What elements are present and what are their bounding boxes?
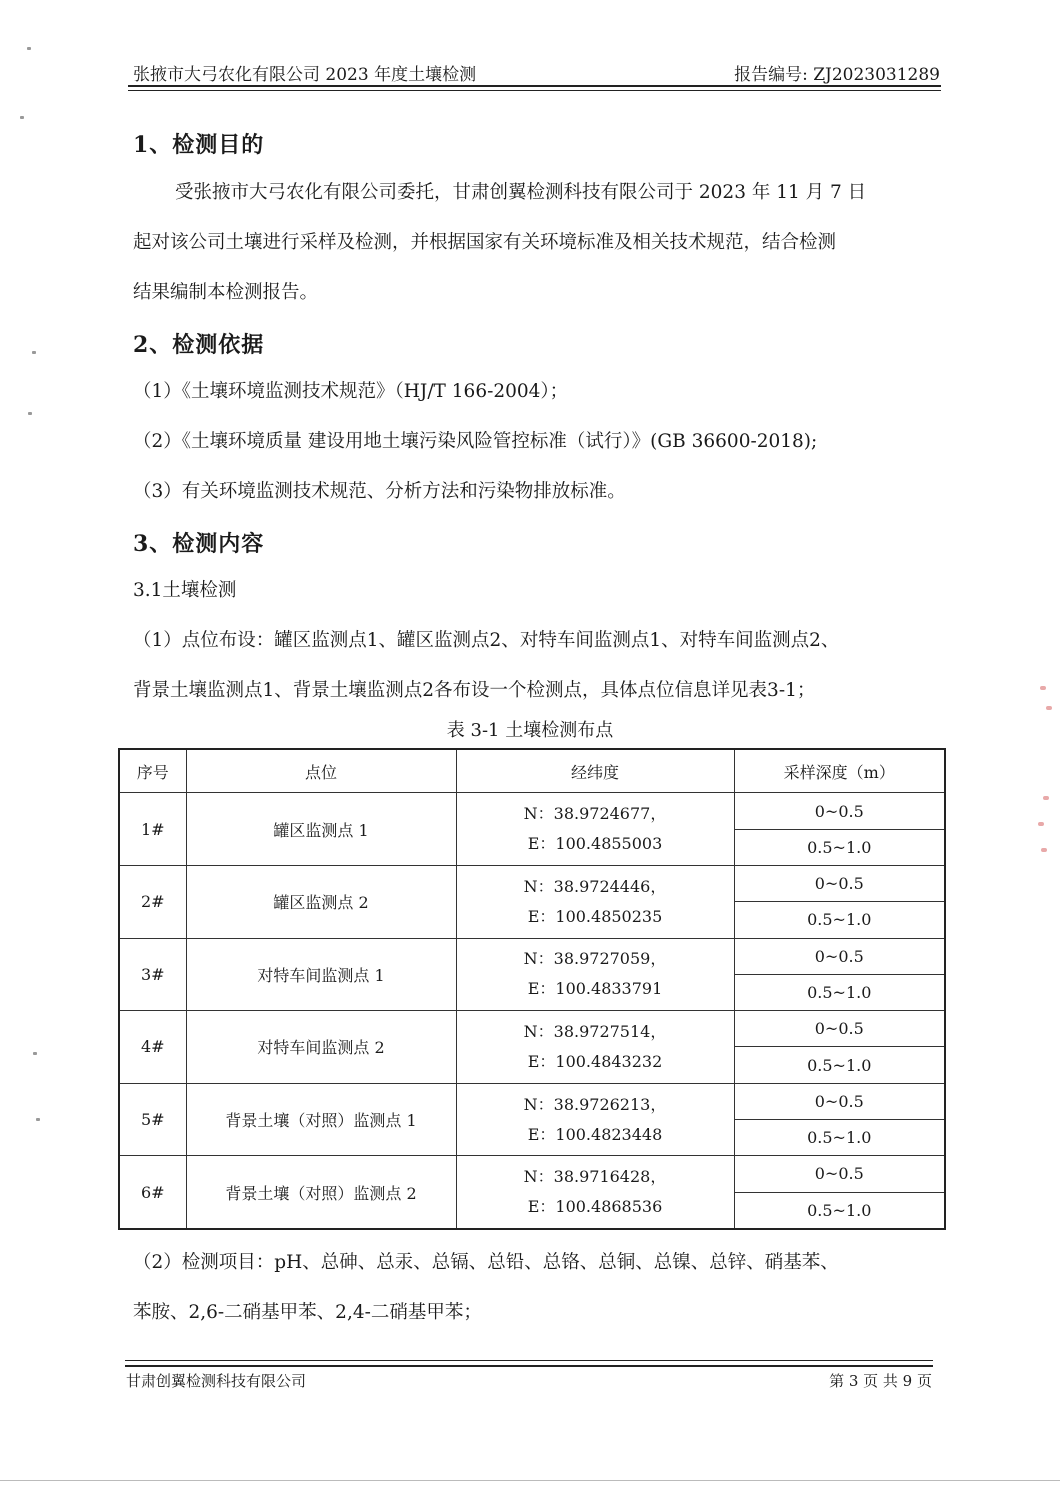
scan-speck bbox=[28, 412, 32, 415]
footer-company: 甘肃创翼检测科技有限公司 bbox=[126, 1372, 307, 1390]
point-layout-line-2: 背景土壤监测点1、背景土壤监测点2各布设一个检测点，具体点位信息详见表3-1； bbox=[133, 680, 816, 701]
table-header-row bbox=[119, 749, 945, 793]
cell-depth-1: 0~0.5 bbox=[734, 793, 945, 829]
cell-no: 3# bbox=[119, 938, 186, 1011]
cell-depth-2: 0.5~1.0 bbox=[734, 1047, 945, 1083]
cell-coords bbox=[456, 1011, 734, 1084]
cell-coords bbox=[456, 865, 734, 938]
seal-fragment bbox=[1038, 822, 1044, 826]
col-header-depth: 采样深度（m） bbox=[734, 749, 945, 793]
section-1-title: 1、检测目的 bbox=[133, 132, 265, 158]
cell-no: 5# bbox=[119, 1083, 186, 1156]
cell-depth-2: 0.5~1.0 bbox=[734, 1120, 945, 1156]
sampling-points-table bbox=[118, 748, 946, 1230]
scan-speck bbox=[33, 1052, 37, 1055]
page-header bbox=[133, 56, 940, 86]
section-1-line-3: 结果编制本检测报告。 bbox=[133, 282, 319, 303]
cell-no: 2# bbox=[119, 865, 186, 938]
cell-no: 1# bbox=[119, 793, 186, 866]
section-3-title: 3、检测内容 bbox=[133, 531, 265, 557]
col-header-coords: 经纬度 bbox=[456, 749, 734, 793]
subsection-3-1-title: 3.1土壤检测 bbox=[133, 580, 237, 601]
cell-lat: N：38.9716428， bbox=[523, 1167, 667, 1187]
cell-lon: E：100.4855003 bbox=[527, 834, 663, 854]
cell-lon: E：100.4843232 bbox=[527, 1051, 663, 1071]
scan-speck bbox=[20, 116, 24, 119]
cell-lat: N：38.9727514， bbox=[523, 1021, 667, 1041]
section-2-title: 2、检测依据 bbox=[133, 332, 265, 358]
footer-page-number: 第 3 页 共 9 页 bbox=[829, 1372, 932, 1390]
cell-lon: E：100.4850235 bbox=[527, 906, 663, 926]
cell-lon: E：100.4868536 bbox=[527, 1197, 663, 1217]
cell-site: 对特车间监测点 1 bbox=[186, 938, 456, 1011]
seal-fragment bbox=[1041, 848, 1047, 852]
cell-depth-2: 0.5~1.0 bbox=[734, 829, 945, 865]
cell-lat: N：38.9727059， bbox=[523, 949, 667, 969]
cell-coords bbox=[456, 1156, 734, 1229]
seal-fragment bbox=[1043, 796, 1049, 800]
cell-no: 4# bbox=[119, 1011, 186, 1084]
cell-coords bbox=[456, 793, 734, 866]
table-row bbox=[119, 1011, 945, 1047]
header-rule-thin bbox=[128, 90, 941, 91]
table-row bbox=[119, 1156, 945, 1192]
scan-speck bbox=[27, 47, 31, 50]
basis-item-3: （3）有关环境监测技术规范、分析方法和污染物排放标准。 bbox=[133, 481, 626, 502]
scan-edge-line bbox=[0, 1480, 1060, 1481]
basis-item-2: （2）《土壤环境质量 建设用地土壤污染风险管控标准（试行）》(GB 36600-2018); bbox=[133, 431, 818, 452]
section-1-line-1: 受张掖市大弓农化有限公司委托，甘肃创翼检测科技有限公司于 2023 年 11 月 7 日 bbox=[175, 182, 867, 203]
table-row bbox=[119, 793, 945, 829]
cell-depth-1: 0~0.5 bbox=[734, 865, 945, 901]
cell-lat: N：38.9724677， bbox=[523, 804, 667, 824]
cell-site: 罐区监测点 1 bbox=[186, 793, 456, 866]
cell-no: 6# bbox=[119, 1156, 186, 1229]
cell-depth-2: 0.5~1.0 bbox=[734, 1192, 945, 1229]
col-header-no: 序号 bbox=[119, 749, 186, 793]
table-row bbox=[119, 1083, 945, 1119]
cell-site: 背景土壤（对照）监测点 2 bbox=[186, 1156, 456, 1229]
report-number: 报告编号: ZJ2023031289 bbox=[734, 65, 940, 85]
cell-coords bbox=[456, 1083, 734, 1156]
cell-site: 对特车间监测点 2 bbox=[186, 1011, 456, 1084]
table-row bbox=[119, 865, 945, 901]
test-items-line-2: 苯胺、2,6-二硝基甲苯、2,4-二硝基甲苯； bbox=[133, 1302, 482, 1323]
seal-fragment bbox=[1046, 706, 1052, 710]
table-caption: 表 3-1 土壤检测布点 bbox=[446, 720, 614, 741]
header-rule-thick bbox=[128, 85, 941, 87]
scan-speck bbox=[36, 1118, 40, 1121]
cell-site: 背景土壤（对照）监测点 1 bbox=[186, 1083, 456, 1156]
cell-site: 罐区监测点 2 bbox=[186, 865, 456, 938]
cell-lon: E：100.4833791 bbox=[527, 979, 663, 999]
cell-depth-1: 0~0.5 bbox=[734, 1156, 945, 1192]
test-items-line-1: （2）检测项目：pH、总砷、总汞、总镉、总铅、总铬、总铜、总镍、总锌、硝基苯、 bbox=[133, 1252, 839, 1273]
cell-depth-2: 0.5~1.0 bbox=[734, 974, 945, 1010]
cell-depth-1: 0~0.5 bbox=[734, 1011, 945, 1047]
cell-depth-1: 0~0.5 bbox=[734, 1083, 945, 1119]
cell-lat: N：38.9726213， bbox=[523, 1094, 667, 1114]
table-row bbox=[119, 938, 945, 974]
footer-rule-thick bbox=[125, 1365, 933, 1367]
col-header-site: 点位 bbox=[186, 749, 456, 793]
cell-coords bbox=[456, 938, 734, 1011]
point-layout-line-1: （1）点位布设：罐区监测点1、罐区监测点2、对特车间监测点1、对特车间监测点2、 bbox=[133, 630, 840, 651]
header-title: 张掖市大弓农化有限公司 2023 年度土壤检测 bbox=[133, 65, 477, 85]
cell-depth-1: 0~0.5 bbox=[734, 938, 945, 974]
basis-item-1: （1）《土壤环境监测技术规范》（HJ/T 166-2004）； bbox=[133, 381, 569, 402]
cell-depth-2: 0.5~1.0 bbox=[734, 902, 945, 938]
seal-fragment bbox=[1040, 686, 1046, 690]
cell-lat: N：38.9724446， bbox=[523, 876, 667, 896]
section-1-line-2: 起对该公司土壤进行采样及检测，并根据国家有关环境标准及相关技术规范，结合检测 bbox=[133, 232, 837, 253]
footer-rule-thin bbox=[125, 1360, 933, 1361]
cell-lon: E：100.4823448 bbox=[527, 1124, 663, 1144]
scan-speck bbox=[32, 351, 36, 354]
